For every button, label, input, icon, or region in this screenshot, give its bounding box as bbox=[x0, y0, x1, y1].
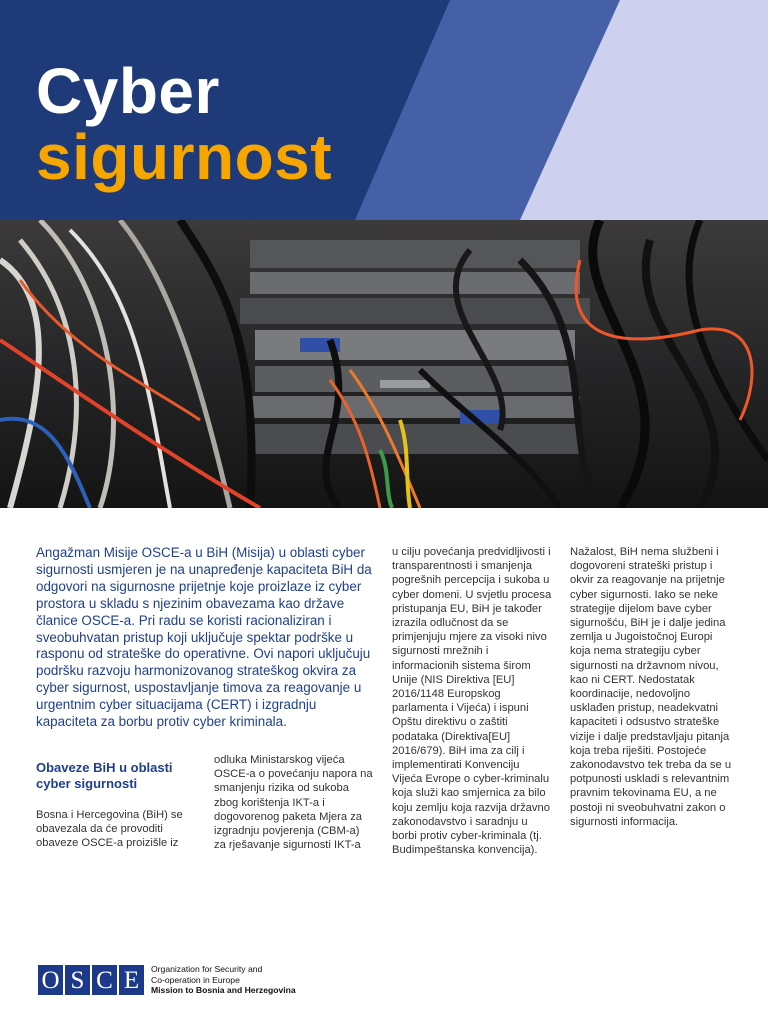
server-cables-photo bbox=[0, 220, 768, 508]
osce-logo bbox=[38, 965, 144, 995]
page-title bbox=[36, 55, 333, 193]
organization-name bbox=[151, 964, 296, 995]
logo-letter: E bbox=[119, 965, 144, 995]
cables-illustration bbox=[0, 220, 768, 508]
body-column-2: odluka Ministarskog vijeća OSCE-a o povećanju napora na smanjenju rizika od sukoba zbog korištenja IKT-a i dogovorenog paketa Mjera za izgradnju povjerenja (CBM-a) za rješavanje sigurnosti IKT-a bbox=[214, 754, 373, 852]
intro-paragraph: Angažman Misije OSCE-a u BiH (Misija) u oblasti cyber sigurnosti usmjeren je na unapređenje kapaciteta BiH da odgovori na sigurnosne prijetnje koje proizlaze iz cyber prostora u skladu s njezinim obavezama kao države članice OSCE-a. Pri radu se koristi racionaliziran i sveobuhvatan pristup koji uključuje spektar podrške u rasponu od strateške do operativne. Ovi napori uključuju podršku razvoju harmonizovanog strateškog okvira za cyber sigurnost, uspostavljanje timova za reagovanje u urgentnim cyber situacijama (CERT) i izgradnju kapaciteta za borbu protiv cyber kriminala. bbox=[36, 545, 372, 730]
body-column-1: Bosna i Hercegovina (BiH) se obavezala da će provoditi obaveze OSCE-a proizišle iz bbox=[36, 809, 183, 850]
section-heading: Obaveze BiH u oblasti cyber sigurnosti bbox=[36, 760, 173, 791]
logo-letter: S bbox=[65, 965, 90, 995]
logo-letter: O bbox=[38, 965, 63, 995]
footer-logo-block bbox=[38, 964, 296, 996]
logo-letter: C bbox=[92, 965, 117, 995]
body-column-3: u cilju povećanja predvidljivosti i transparentnosti i smanjenja pogrešnih percepcija i sukoba u cyber domeni. U svjetlu procesa pristupanja EU, BiH je također izrazila odlučnost da se primjenjuju mjere za visoki nivo sigurnosti mrežnih i informacionih sistema širom Unije (NIS Direktiva [EU] 2016/1148 Europskog parlamenta i Vijeća) i ispuni Opštu direktivu o zaštiti podataka (Direktiva[EU] 2016/679). BiH ima za cilj i implementirati Konvenciju Vijeća Evrope o cyber-kriminalu koja služi kao smjernica za bilo koju zemlju koja razvija državno zakonodavstvo i saradnju u borbi protiv cyber-kriminala (tj. Budimpeštanska konvencija). bbox=[392, 546, 552, 857]
org-line-2: Co-operation in Europe bbox=[151, 974, 240, 985]
body-column-4: Nažalost, BiH nema službeni i dogovoreni strateški pristup i okvir za reagovanje na prijetnje cyber sigurnosti. Iako se neke strategije dijelom bave cyber sigurnošću, BiH je i dalje jedina zemlja u Jugoistočnoj Europi koja nema strategiju cyber sigurnosti na državnom nivou, kao ni CERT. Nedostatak koordinacije, nedovoljno usklađen pristup, neadekvatni kapaciteti i odsustvo strateške vizije i dalje predstavljaju pitanja koja treba riješiti. Postojeće zakonodavstvo tek treba da se u potpunosti uskladi s relevantnim pravnim tekovinama EU, a ne postoji ni sveobuhvatni zakon o sigurnosti informacija. bbox=[570, 546, 732, 828]
title-line-1: Cyber bbox=[36, 55, 220, 127]
mission-name: Mission to Bosnia and Herzegovina bbox=[151, 985, 296, 996]
header-banner bbox=[0, 0, 768, 220]
title-line-2: sigurnost bbox=[36, 121, 333, 193]
org-line-1: Organization for Security and bbox=[151, 964, 263, 975]
